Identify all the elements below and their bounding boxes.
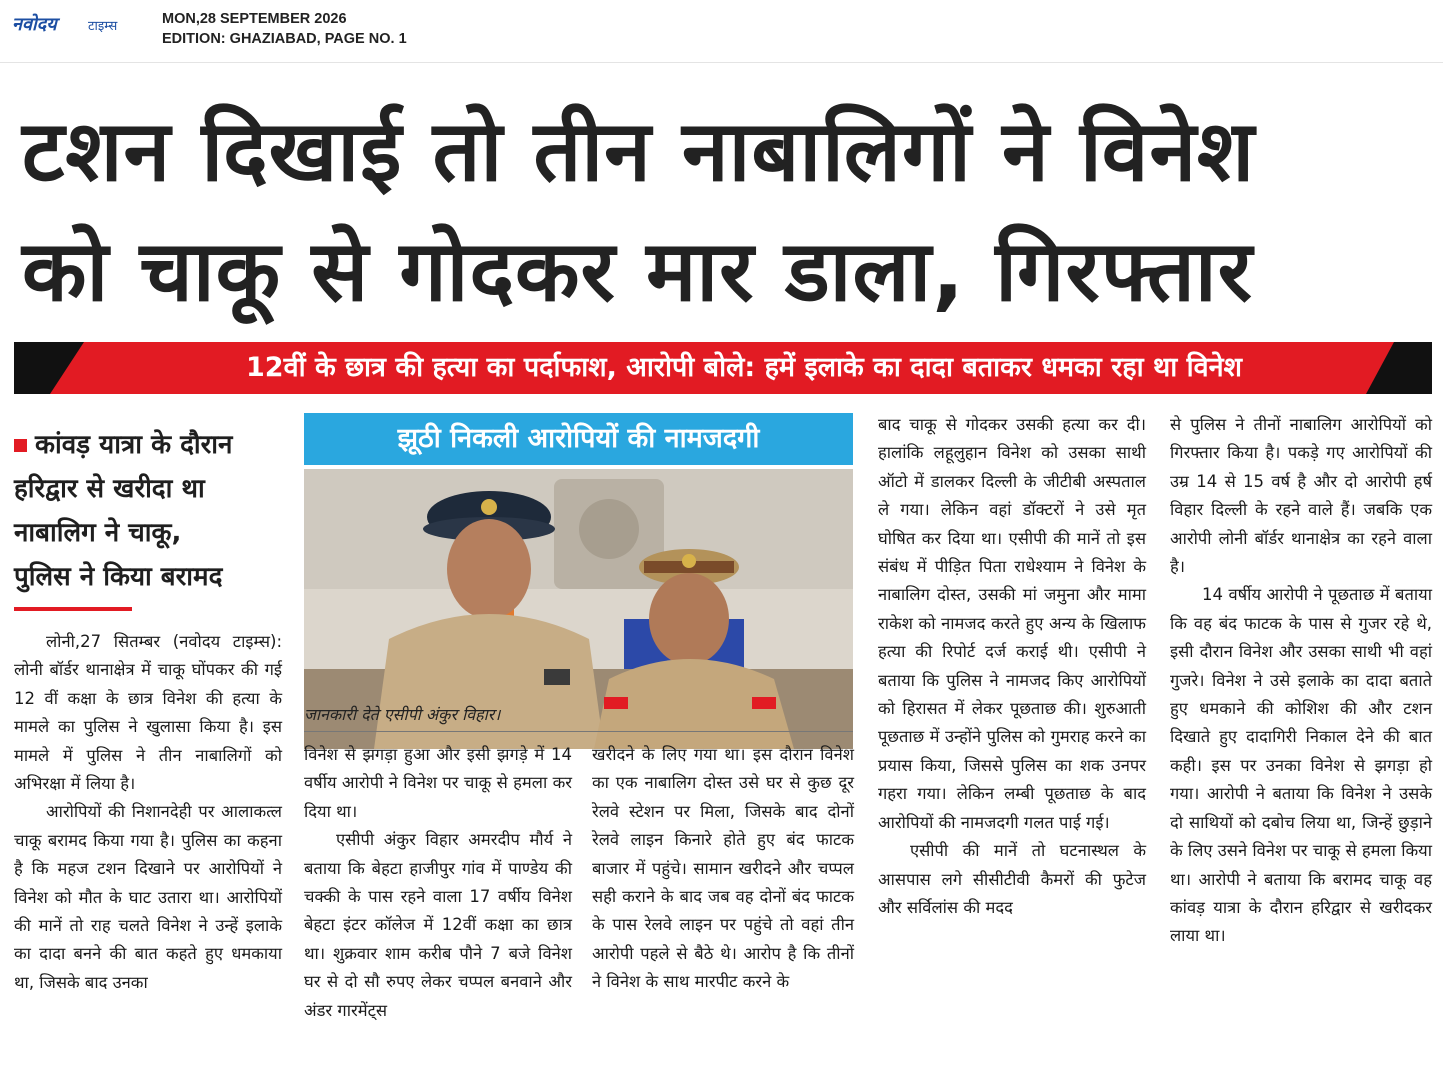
sidebox-divider bbox=[14, 607, 132, 611]
paragraph: लोनी,27 सितम्बर (नवोदय टाइम्स): लोनी बॉर्डर थानाक्षेत्र में चाकू घोंपकर की गई 12 वीं कक्षा के छात्र विनेश की हत्या के मामले का पुलिस ने खुलासा किया है। इस मामले में पुलिस ने तीन नाबालिगों को अभिरक्षा में लिया है। bbox=[14, 632, 282, 794]
sidebox-line-1: कांवड़ यात्रा के दौरान bbox=[35, 430, 233, 460]
article-column-4 bbox=[878, 411, 1146, 922]
photo-heading: झूठी निकली आरोपियों की नामजदगी bbox=[304, 413, 853, 465]
headline-line-2: को चाकू से गोदकर मार डाला, गिरफ्तार bbox=[22, 222, 1253, 320]
paragraph: से पुलिस ने तीनों नाबालिग आरोपियों को गिरफ्तार किया है। पकड़े गए आरोपियों की उम्र 14 से 15 वर्ष है और दो आरोपी हर्ष विहार दिल्ली के रहने वाले हैं। जबकि एक आरोपी लोनी बॉर्डर थानाक्षेत्र का रहने वाला है। bbox=[1170, 415, 1432, 577]
red-square-bullet-icon bbox=[14, 439, 27, 452]
strap-banner bbox=[14, 342, 1432, 394]
article-column-5 bbox=[1170, 411, 1432, 951]
edition-date: MON,28 SEPTEMBER 2026 bbox=[162, 11, 347, 27]
logo-main-text: नवोदय bbox=[12, 14, 57, 35]
newspaper-page bbox=[0, 62, 1443, 1065]
paragraph: 14 वर्षीय आरोपी ने पूछताछ में बताया कि वह बंद फाटक के पास से गुजर रहे थे, इसी दौरान विनेश और उसका साथी भी वहां गुजरे। विनेश ने उसे इलाके का दादा बताते हुए धमकाने की कोशिश की और टशन दिखाते हुए दादागिरी निकाल देने की बात कही। इस पर उनका विनेश से झगड़ा हो गया। आरोपी ने बताया कि विनेश ने उसके दो साथियों को दबोच लिया था, जिन्हें छुड़ाने के लिए उसने विनेश पर चाकू से हमला किया था। आरोपी ने बताया कि बरामद चाकू वह कांवड़ यात्रा के दौरान हरिद्वार से खरीदकर लाया था। bbox=[1170, 585, 1432, 946]
article-column-1 bbox=[14, 628, 282, 997]
sidebox-line-4: पुलिस ने किया बरामद bbox=[14, 562, 223, 592]
article-column-2 bbox=[304, 741, 572, 1025]
sidebox-line-3: नाबालिग ने चाकू, bbox=[14, 518, 182, 548]
masthead-bar bbox=[0, 0, 1443, 62]
article-column-3 bbox=[592, 741, 854, 997]
paragraph: खरीदने के लिए गया था। इस दौरान विनेश का एक नाबालिग दोस्त उसे घर से कुछ दूर रेलवे स्टेशन पर मिला, जिसके बाद दोनों रेलवे लाइन किनारे होते हुए बंद फाटक बाजार में पहुंचे। सामान खरीदने और चप्पल सही कराने के बाद जब वह दोनों बंद फाटक के पास रेलवे लाइन पर पहुंचे तो वहां तीन आरोपी पहले से बैठे थे। आरोप है कि तीनों ने विनेश के साथ मारपीट करने के bbox=[592, 745, 854, 992]
logo-sub-text: टाइम्स bbox=[88, 19, 118, 34]
photo-caption: जानकारी देते एसीपी अंकुर विहार। bbox=[304, 705, 501, 724]
dateline bbox=[162, 9, 407, 49]
main-headline bbox=[22, 91, 1427, 331]
paragraph: विनेश से झगड़ा हुआ और इसी झगड़े में 14 वर्षीय आरोपी ने विनेश पर चाकू से हमला कर दिया था। bbox=[304, 745, 572, 821]
sidebox-heading bbox=[14, 423, 284, 599]
paragraph: बाद चाकू से गोदकर उसकी हत्या कर दी। हालांकि लहूलुहान विनेश को उसका साथी ऑटो में डालकर दिल्ली के जीटीबी अस्पताल ले गया। लेकिन वहां डॉक्टरों ने उसे मृत घोषित कर दिया था। एसीपी की मानें तो इस संबंध में पीड़ित पिता राधेश्याम ने विनेश के नाबालिग दोस्त, उसकी मां जमुना और मामा राकेश को नामजद करते हुए अन्य के खिलाफ हत्या की रिपोर्ट दर्ज कराई थी। एसीपी ने बताया कि पुलिस ने नामजद किए आरोपियों को हिरासत में लेकर पूछताछ की। शुरुआती पूछताछ में उन्होंने पुलिस को गुमराह करने का प्रयास किया, जिससे पुलिस का शक उनपर गहरा गया। लेकिन लम्बी पूछताछ के बाद आरोपियों की नामजदगी गलत पाई गई। bbox=[878, 415, 1146, 832]
newspaper-logo[interactable] bbox=[12, 12, 140, 38]
paragraph: एसीपी अंकुर विहार अमरदीप मौर्य ने बताया कि बेहटा हाजीपुर गांव में पाण्डेय की चक्की के पास रहने वाला 17 वर्षीय विनेश बेहटा इंटर कॉलेज में 12वीं कक्षा का छात्र था। शुक्रवार शाम करीब पौने 7 बजे विनेश घर से दो सौ रुपए लेकर चप्पल बनवाने और अंडर गारमेंट्स bbox=[304, 830, 572, 1020]
paragraph: एसीपी की मानें तो घटनास्थल के आसपास लगे सीसीटीवी कैमरों की फुटेज और सर्विलांस की मदद bbox=[878, 841, 1146, 917]
paragraph: आरोपियों की निशानदेही पर आलाकत्ल चाकू बरामद किया गया है। पुलिस का कहना है कि महज टशन दिखाने पर आरोपियों ने विनेश को मौत के घाट उतारा था। आरोपियों की मानें तो राह चलते विनेश ने उन्हें इलाके का दादा बनने की बात कहते हुए धमकाया था, जिसके बाद उनका bbox=[14, 802, 282, 992]
sidebox-line-2: हरिद्वार से खरीदा था bbox=[14, 474, 205, 504]
strap-text: 12वीं के छात्र की हत्या का पर्दाफाश, आरोपी बोले: हमें इलाके का दादा बताकर धमका रहा था विनेश bbox=[246, 352, 1242, 383]
caption-divider bbox=[304, 731, 853, 732]
edition-page: EDITION: GHAZIABAD, PAGE NO. 1 bbox=[162, 31, 407, 47]
headline-line-1: टशन दिखाई तो तीन नाबालिगों ने विनेश bbox=[22, 102, 1256, 200]
